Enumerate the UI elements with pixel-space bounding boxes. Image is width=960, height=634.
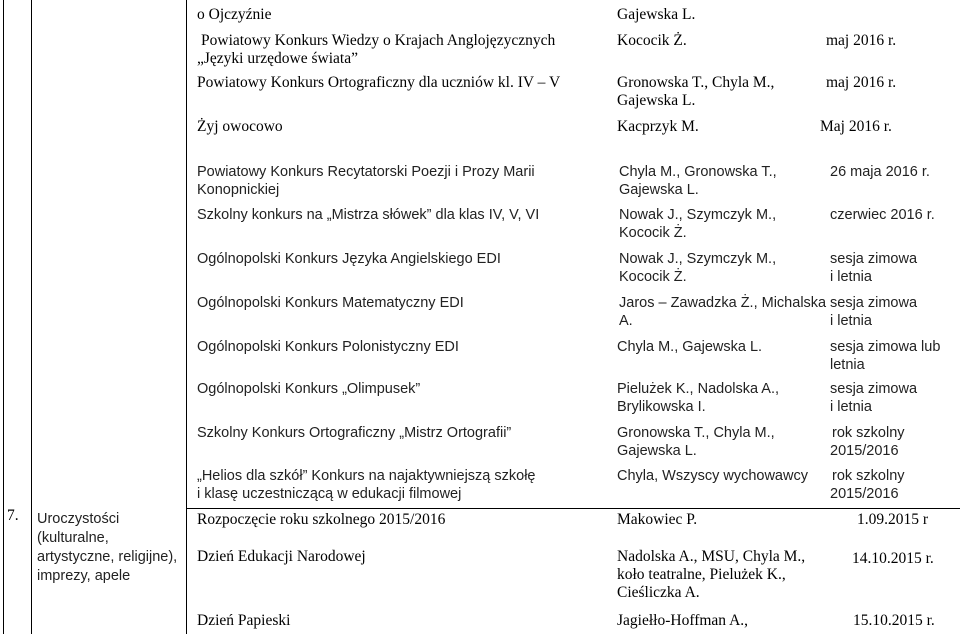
date-cell: sesja zimowa (830, 381, 918, 397)
table-border-left (3, 0, 4, 634)
person-cell: Kococik Ż. (617, 32, 687, 49)
event-cell: Dzień Papieski (197, 612, 291, 629)
date-cell: sesja zimowa lub (830, 339, 941, 355)
event-cell: Ogólnopolski Konkurs Języka Angielskiego EDI (197, 251, 501, 267)
event-cell: Szkolny konkurs na „Mistrza słówek” dla klas IV, V, VI (197, 207, 540, 223)
event-cell: o Ojczyźnie (197, 6, 272, 23)
person-cell: Nowak J., Szymczyk M., (619, 207, 777, 223)
date-cell: 1.09.2015 r (857, 511, 929, 528)
person-cell: Kococik Ż. (619, 269, 687, 285)
person-cell: Jagiełło-Hoffman A., (617, 612, 749, 629)
row-divider (187, 508, 960, 509)
person-cell: Kococik Ż. (619, 225, 687, 241)
event-cell: Ogólnopolski Konkurs Matematyczny EDI (197, 295, 464, 311)
person-cell: Nowak J., Szymczyk M., (619, 251, 777, 267)
row-number: 7. (7, 507, 19, 524)
category-label: Uroczystości (kulturalne, artystyczne, religijne), imprezy, apele (37, 511, 178, 584)
person-cell: koło teatralne, Pielużek K., (617, 566, 786, 583)
date-cell: 15.10.2015 r. (853, 612, 935, 629)
person-cell: Gajewska L. (617, 92, 696, 109)
date-cell: rok szkolny (832, 468, 905, 484)
date-cell: 14.10.2015 r. (852, 550, 934, 567)
person-cell: Pielużek K., Nadolska A., (617, 381, 779, 397)
date-cell: letnia (830, 357, 865, 373)
event-cell: Powiatowy Konkurs Recytatorski Poezji i Prozy Marii (197, 164, 535, 180)
event-cell: „Języki urzędowe świata” (197, 50, 358, 67)
event-cell: „Helios dla szkół” Konkurs na najaktywniejszą szkołę (197, 468, 536, 484)
person-cell: Cieśliczka A. (617, 584, 700, 601)
date-cell: 2015/2016 (830, 486, 899, 502)
date-cell: 26 maja 2016 r. (830, 164, 930, 180)
person-cell: Makowiec P. (617, 511, 698, 528)
date-cell: czerwiec 2016 r. (830, 207, 935, 223)
event-cell: Konopnickiej (197, 182, 280, 198)
person-cell: Chyla M., Gronowska T., (619, 164, 777, 180)
event-cell: Powiatowy Konkurs Ortograficzny dla uczniów kl. IV – V (197, 74, 561, 91)
date-cell: maj 2016 r. (826, 74, 897, 91)
column-divider-number (31, 0, 32, 634)
event-cell: Ogólnopolski Konkurs Polonistyczny EDI (197, 339, 459, 355)
person-cell: Gajewska L. (617, 443, 697, 459)
event-cell: Żyj owocowo (197, 118, 283, 135)
person-cell: A. (619, 313, 633, 329)
event-cell: Ogólnopolski Konkurs „Olimpusek” (197, 381, 421, 397)
person-cell: Brylikowska I. (617, 399, 706, 415)
event-cell: Rozpoczęcie roku szkolnego 2015/2016 (197, 511, 446, 528)
person-cell: Jaros – Zawadzka Ż., Michalska (619, 295, 827, 311)
column-divider-category (186, 0, 187, 634)
event-cell: Szkolny Konkurs Ortograficzny „Mistrz Ortografii” (197, 425, 512, 441)
date-cell: i letnia (830, 313, 872, 329)
person-cell: Gajewska L. (619, 182, 699, 198)
event-cell: Dzień Edukacji Narodowej (197, 548, 366, 565)
date-cell: sesja zimowa (830, 251, 918, 267)
person-cell: Chyla, Wszyscy wychowawcy (617, 468, 808, 484)
person-cell: Gajewska L. (617, 6, 696, 23)
date-cell: sesja zimowa (830, 295, 918, 311)
person-cell: Kacprzyk M. (617, 118, 699, 135)
person-cell: Chyla M., Gajewska L. (617, 339, 763, 355)
person-cell: Gronowska T., Chyla M., (617, 74, 775, 91)
date-cell: maj 2016 r. (826, 32, 897, 49)
event-cell: i klasę uczestniczącą w edukacji filmowej (197, 486, 462, 502)
date-cell: i letnia (830, 399, 872, 415)
person-cell: Nadolska A., MSU, Chyla M., (617, 548, 806, 565)
date-cell: Maj 2016 r. (820, 118, 892, 135)
person-cell: Gronowska T., Chyla M., (617, 425, 775, 441)
event-cell: Powiatowy Konkurs Wiedzy o Krajach Anglojęzycznych (201, 32, 556, 49)
date-cell: 2015/2016 (830, 443, 899, 459)
date-cell: i letnia (830, 269, 872, 285)
date-cell: rok szkolny (832, 425, 905, 441)
